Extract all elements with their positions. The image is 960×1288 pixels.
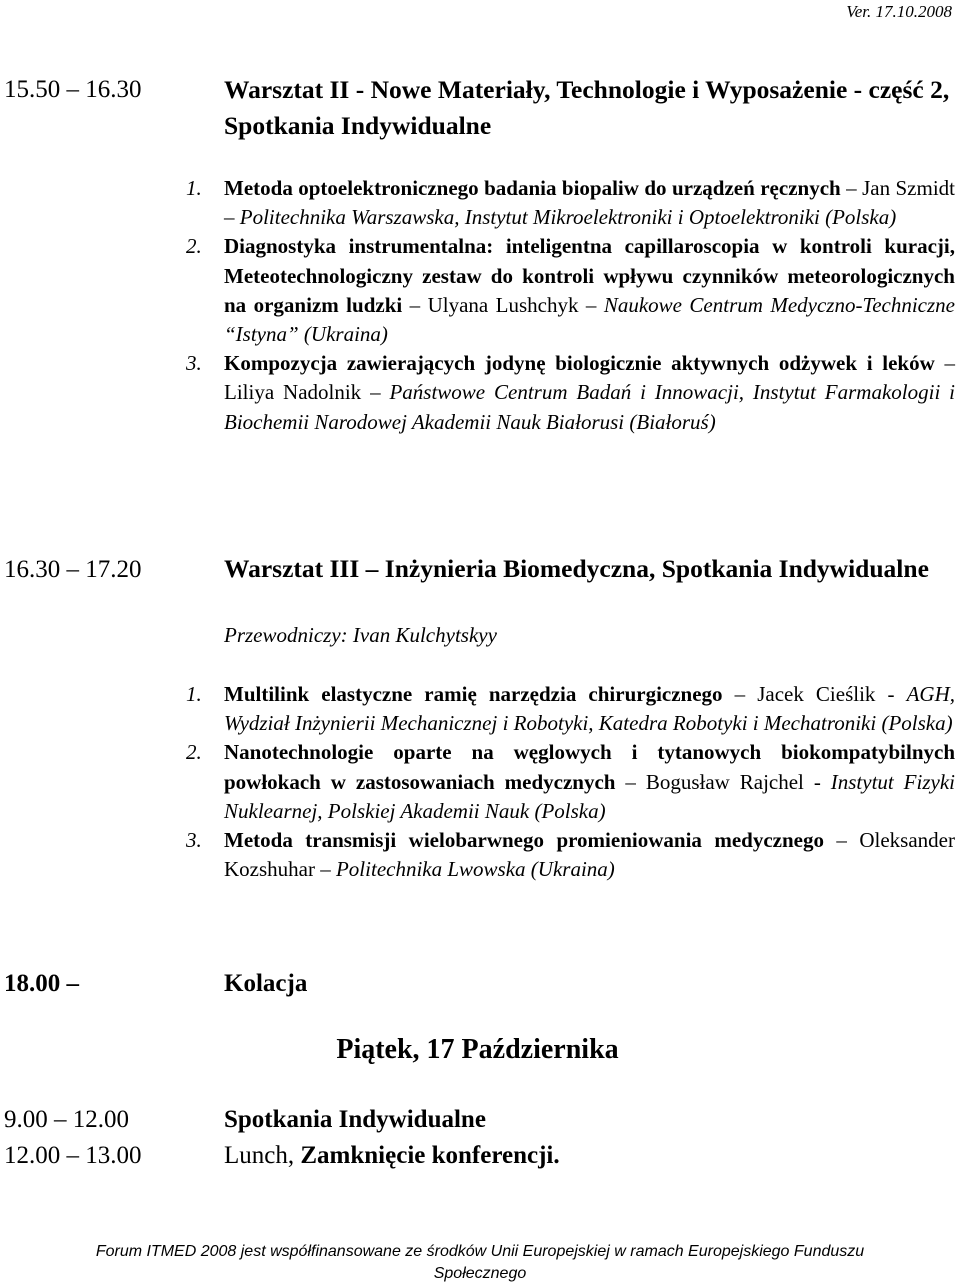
talk-item: 2. Diagnostyka instrumentalna: inteligentna capillaroscopia w kontroli kuracji, Meteotechnologiczny zestaw do kontroli wpływu czynników meteorologicznych na organizm ludzki – Ulyana Lushchyk – Naukowe Centrum Medyczno-Techniczne “Istyna” (Ukraina) [186,234,956,347]
talk-number: 3. [186,351,202,376]
talk-author: Bogusław Rajchel [645,769,804,794]
session-time: 15.50 – 16.30 [4,76,142,103]
talk-list [186,680,955,884]
session-time: 16.30 – 17.20 [4,556,142,583]
talk-affiliation: Naukowe Centrum Medyczno-Techniczne “Istyna” (Ukraina) [224,292,956,347]
talk-item: 3. Kompozycja zawierających jodynę biologicznie aktywnych odżywek i leków – Liliya Nadolnik – Państwowe Centrum Badań i Innowacji, Instytut Farmakologii i Biochemii Narodowej Akademii Nauk Białorusi (Białoruś) [186,351,955,434]
friday-label: Spotkania Indywidualne [224,1106,486,1133]
talk-author: Jan Szmidt [862,176,956,200]
friday-label-bold: Zamknięcie konferencji. [300,1142,560,1169]
talk-number: 1. [186,176,202,200]
talk-title: Nanotechnologie oparte na węglowych i tytanowych biokompatybilnych powłokach w zastosowaniach medycznych [224,740,955,794]
friday-time: 12.00 – 13.00 [4,1142,142,1169]
talk-title: Multilink elastyczne ramię narzędzia chirurgicznego [224,682,723,706]
footer-line: Forum ITMED 2008 jest współfinansowane ze środków Unii Europejskiej w ramach Europejskiego Funduszu [95,1243,865,1260]
talk-item: 3. Metoda transmisji wielobarwnego promieniowania medycznego – Oleksander Kozshuhar – Politechnika Lwowska (Ukraina) [186,828,955,882]
talk-number: 1. [186,682,202,706]
talk-title: Kompozycja zawierających jodynę biologicznie aktywnych odżywek i leków [224,351,935,376]
friday-label [224,1142,560,1170]
footer-note [0,1241,960,1285]
talk-affiliation: AGH, Wydział Inżynierii Mechanicznej i Robotyki, Katedra Robotyki i Mechatroniki (Polska) [224,682,955,736]
talk-title: Metoda transmisji wielobarwnego promieniowania medycznego [224,828,824,853]
talk-affiliation: Państwowe Centrum Badań i Innowacji, Instytut Farmakologii i Biochemii Narodowej Akademii Nauk Białorusi (Białoruś) [224,380,955,434]
day-heading: Piątek, 17 Października [336,1034,619,1065]
friday-label-plain: Lunch, [224,1142,301,1169]
friday-time: 9.00 – 12.00 [4,1106,129,1133]
footer-line: Społecznego [433,1265,527,1282]
dinner-label: Kolacja [224,970,308,997]
talk-title: Metoda optoelektronicznego badania biopaliw do urządzeń ręcznych [224,176,841,200]
talk-author: Jacek Cieślik [757,682,876,706]
talk-author: Liliya Nadolnik [224,380,362,405]
talk-affiliation: Politechnika Warszawska, Instytut Mikroelektroniki i Optoelektroniki (Polska) [239,205,897,230]
dinner-time: 18.00 – [4,970,79,997]
talk-affiliation: Instytut Fizyki Nuklearnej, Polskiej Akademii Nauk (Polska) [224,769,955,823]
talk-title: Diagnostyka instrumentalna: inteligentna capillaroscopia w kontroli kuracji, Meteotechnologiczny zestaw do kontroli wpływu czynników meteorologicznych na organizm ludzki [224,234,955,317]
talk-author: Ulyana Lushchyk [427,292,579,317]
talk-affiliation: Politechnika Lwowska (Ukraina) [335,857,615,882]
version-label: Ver. 17.10.2008 [846,2,952,21]
talk-item: 2. Nanotechnologie oparte na węglowych i tytanowych biokompatybilnych powłokach w zastosowaniach medycznych – Bogusław Rajchel - Instytut Fizyki Nuklearnej, Polskiej Akademii Nauk (Polska) [186,740,955,823]
talk-number: 2. [186,234,202,259]
talk-item: 1. Multilink elastyczne ramię narzędzia chirurgicznego – Jacek Cieślik - AGH, Wydział Inżynierii Mechanicznej i Robotyki, Katedra Robotyki i Mechatroniki (Polska) [186,682,955,736]
session-title: Warsztat III – Inżynieria Biomedyczna, Spotkania Indywidualne [224,554,929,583]
talk-number: 3. [186,828,202,853]
talk-item: 1. Metoda optoelektronicznego badania biopaliw do urządzeń ręcznych – Jan Szmidt – Politechnika Warszawska, Instytut Mikroelektroniki i Optoelektroniki (Polska) [186,176,956,230]
session-title: Warsztat II - Nowe Materiały, Technologie i Wyposażenie - część 2, Spotkania Indywidualne [224,75,950,140]
session-chair: Przewodniczy: Ivan Kulchytskyy [224,623,497,647]
talk-list [186,174,956,437]
talk-number: 2. [186,740,202,765]
talk-author: Oleksander Kozshuhar [224,828,955,882]
